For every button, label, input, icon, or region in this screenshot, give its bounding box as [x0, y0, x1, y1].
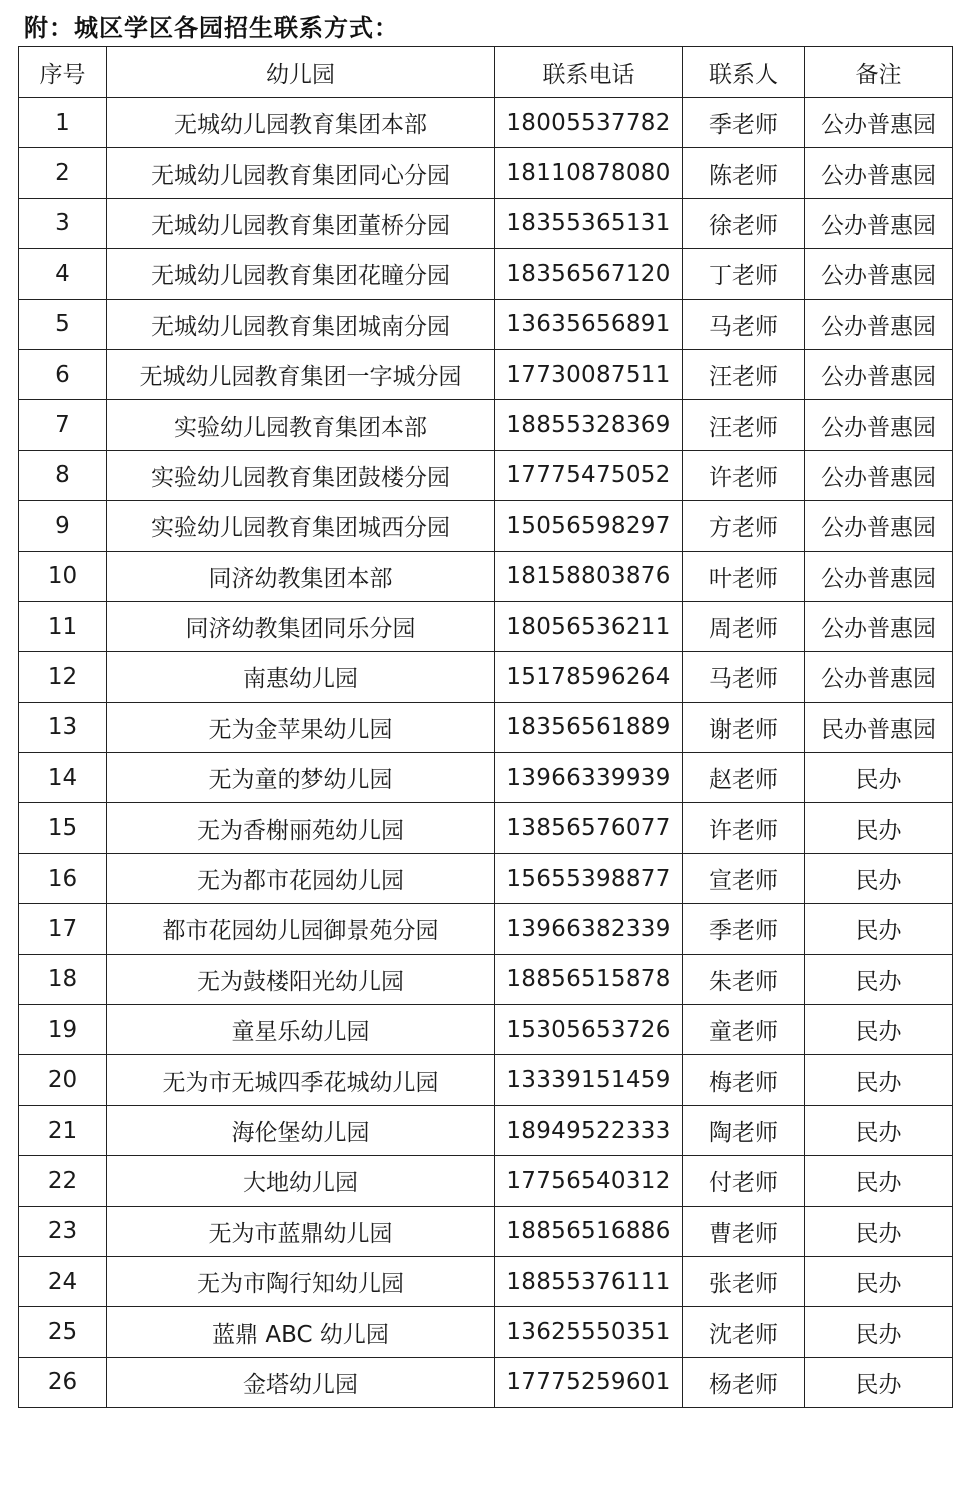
contact-phone: 18856515878	[495, 954, 683, 1004]
kindergarten-name: 无为童的梦幼儿园	[107, 753, 495, 803]
kindergarten-name: 无城幼儿园教育集团城南分园	[107, 299, 495, 349]
contact-person: 陈老师	[683, 148, 805, 198]
kindergarten-name: 大地幼儿园	[107, 1156, 495, 1206]
table-row	[19, 1055, 953, 1105]
contact-phone: 17730087511	[495, 349, 683, 399]
kindergarten-type: 公办普惠园	[805, 601, 953, 651]
row-number: 9	[19, 501, 107, 551]
kindergarten-name: 金塔幼儿园	[107, 1357, 495, 1407]
contact-person: 谢老师	[683, 702, 805, 752]
contact-phone: 15655398877	[495, 853, 683, 903]
row-number: 21	[19, 1105, 107, 1155]
row-number: 23	[19, 1206, 107, 1256]
contact-person: 赵老师	[683, 753, 805, 803]
row-number: 8	[19, 450, 107, 500]
table-header-row	[19, 47, 953, 98]
kindergarten-type: 公办普惠园	[805, 450, 953, 500]
table-row	[19, 753, 953, 803]
kindergarten-type: 公办普惠园	[805, 652, 953, 702]
row-number: 4	[19, 249, 107, 299]
row-number: 16	[19, 853, 107, 903]
table-row	[19, 1156, 953, 1206]
kindergarten-name: 童星乐幼儿园	[107, 1005, 495, 1055]
column-header-kindergarten: 幼儿园	[107, 47, 495, 98]
kindergarten-name: 无城幼儿园教育集团本部	[107, 98, 495, 148]
table-row	[19, 1256, 953, 1306]
contact-person: 许老师	[683, 450, 805, 500]
kindergarten-type: 民办	[805, 853, 953, 903]
kindergarten-name: 无为香榭丽苑幼儿园	[107, 803, 495, 853]
row-number: 12	[19, 652, 107, 702]
contact-person: 陶老师	[683, 1105, 805, 1155]
contact-phone: 18856516886	[495, 1206, 683, 1256]
kindergarten-name: 蓝鼎 ABC 幼儿园	[107, 1307, 495, 1357]
contact-phone: 18356567120	[495, 249, 683, 299]
document-heading: 附：城区学区各园招生联系方式：	[24, 14, 399, 42]
kindergarten-name: 实验幼儿园教育集团鼓楼分园	[107, 450, 495, 500]
table-row	[19, 954, 953, 1004]
table-row	[19, 198, 953, 248]
table-row	[19, 551, 953, 601]
table-row	[19, 904, 953, 954]
contact-person: 张老师	[683, 1256, 805, 1306]
kindergarten-name: 无城幼儿园教育集团同心分园	[107, 148, 495, 198]
table-row	[19, 349, 953, 399]
table-row	[19, 1105, 953, 1155]
kindergarten-name: 无为市陶行知幼儿园	[107, 1256, 495, 1306]
kindergarten-contact-table	[18, 46, 953, 1408]
kindergarten-type: 民办	[805, 904, 953, 954]
row-number: 5	[19, 299, 107, 349]
column-header-note: 备注	[805, 47, 953, 98]
contact-person: 沈老师	[683, 1307, 805, 1357]
row-number: 3	[19, 198, 107, 248]
kindergarten-type: 民办	[805, 1156, 953, 1206]
kindergarten-name: 无为市蓝鼎幼儿园	[107, 1206, 495, 1256]
kindergarten-type: 民办	[805, 753, 953, 803]
kindergarten-name: 无为金苹果幼儿园	[107, 702, 495, 752]
contact-person: 季老师	[683, 904, 805, 954]
row-number: 10	[19, 551, 107, 601]
column-header-contact: 联系人	[683, 47, 805, 98]
contact-phone: 15056598297	[495, 501, 683, 551]
contact-phone: 13635656891	[495, 299, 683, 349]
kindergarten-type: 公办普惠园	[805, 551, 953, 601]
contact-person: 汪老师	[683, 349, 805, 399]
contact-phone: 17775475052	[495, 450, 683, 500]
kindergarten-type: 民办	[805, 1055, 953, 1105]
table-row	[19, 652, 953, 702]
contact-phone: 18356561889	[495, 702, 683, 752]
contact-phone: 18949522333	[495, 1105, 683, 1155]
contact-phone: 13339151459	[495, 1055, 683, 1105]
kindergarten-name: 无城幼儿园教育集团一字城分园	[107, 349, 495, 399]
contact-person: 周老师	[683, 601, 805, 651]
row-number: 19	[19, 1005, 107, 1055]
column-header-number: 序号	[19, 47, 107, 98]
contact-person: 马老师	[683, 652, 805, 702]
table-row	[19, 1005, 953, 1055]
contact-phone: 18355365131	[495, 198, 683, 248]
table-row	[19, 803, 953, 853]
kindergarten-name: 同济幼教集团同乐分园	[107, 601, 495, 651]
table-row	[19, 601, 953, 651]
table-row	[19, 1357, 953, 1407]
column-header-phone: 联系电话	[495, 47, 683, 98]
row-number: 25	[19, 1307, 107, 1357]
row-number: 17	[19, 904, 107, 954]
kindergarten-name: 实验幼儿园教育集团城西分园	[107, 501, 495, 551]
kindergarten-type: 民办	[805, 1307, 953, 1357]
row-number: 7	[19, 400, 107, 450]
table-row	[19, 853, 953, 903]
table-row	[19, 148, 953, 198]
contact-phone: 15178596264	[495, 652, 683, 702]
contact-person: 徐老师	[683, 198, 805, 248]
kindergarten-type: 民办	[805, 803, 953, 853]
kindergarten-type: 民办	[805, 1256, 953, 1306]
table-row	[19, 400, 953, 450]
contact-person: 梅老师	[683, 1055, 805, 1105]
table-row	[19, 98, 953, 148]
row-number: 1	[19, 98, 107, 148]
kindergarten-name: 无为都市花园幼儿园	[107, 853, 495, 903]
kindergarten-type: 公办普惠园	[805, 400, 953, 450]
row-number: 26	[19, 1357, 107, 1407]
kindergarten-type: 公办普惠园	[805, 249, 953, 299]
kindergarten-type: 民办普惠园	[805, 702, 953, 752]
kindergarten-name: 南惠幼儿园	[107, 652, 495, 702]
kindergarten-type: 公办普惠园	[805, 98, 953, 148]
table-row	[19, 299, 953, 349]
row-number: 15	[19, 803, 107, 853]
kindergarten-name: 同济幼教集团本部	[107, 551, 495, 601]
row-number: 20	[19, 1055, 107, 1105]
row-number: 2	[19, 148, 107, 198]
contact-person: 宣老师	[683, 853, 805, 903]
kindergarten-name: 都市花园幼儿园御景苑分园	[107, 904, 495, 954]
kindergarten-name: 实验幼儿园教育集团本部	[107, 400, 495, 450]
contact-phone: 13966339939	[495, 753, 683, 803]
contact-phone: 18855376111	[495, 1256, 683, 1306]
contact-phone: 18056536211	[495, 601, 683, 651]
contact-person: 杨老师	[683, 1357, 805, 1407]
contact-phone: 18855328369	[495, 400, 683, 450]
table-row	[19, 249, 953, 299]
kindergarten-type: 民办	[805, 1005, 953, 1055]
contact-person: 方老师	[683, 501, 805, 551]
table-row	[19, 450, 953, 500]
row-number: 11	[19, 601, 107, 651]
kindergarten-type: 民办	[805, 1206, 953, 1256]
contact-phone: 13856576077	[495, 803, 683, 853]
table-body	[19, 98, 953, 1408]
kindergarten-type: 公办普惠园	[805, 148, 953, 198]
kindergarten-type: 民办	[805, 954, 953, 1004]
kindergarten-type: 公办普惠园	[805, 349, 953, 399]
row-number: 14	[19, 753, 107, 803]
kindergarten-name: 无城幼儿园教育集团董桥分园	[107, 198, 495, 248]
contact-phone: 13966382339	[495, 904, 683, 954]
contact-person: 朱老师	[683, 954, 805, 1004]
kindergarten-type: 民办	[805, 1357, 953, 1407]
contact-phone: 17756540312	[495, 1156, 683, 1206]
contact-phone: 18158803876	[495, 551, 683, 601]
contact-phone: 18005537782	[495, 98, 683, 148]
contact-phone: 18110878080	[495, 148, 683, 198]
contact-phone: 13625550351	[495, 1307, 683, 1357]
contact-person: 付老师	[683, 1156, 805, 1206]
kindergarten-name: 无为鼓楼阳光幼儿园	[107, 954, 495, 1004]
contact-phone: 15305653726	[495, 1005, 683, 1055]
row-number: 13	[19, 702, 107, 752]
contact-person: 汪老师	[683, 400, 805, 450]
kindergarten-type: 公办普惠园	[805, 299, 953, 349]
row-number: 22	[19, 1156, 107, 1206]
row-number: 6	[19, 349, 107, 399]
table-row	[19, 702, 953, 752]
kindergarten-type: 民办	[805, 1105, 953, 1155]
contact-person: 马老师	[683, 299, 805, 349]
table-row	[19, 501, 953, 551]
contact-person: 丁老师	[683, 249, 805, 299]
contact-person: 叶老师	[683, 551, 805, 601]
contact-person: 许老师	[683, 803, 805, 853]
kindergarten-name: 无城幼儿园教育集团花瞳分园	[107, 249, 495, 299]
row-number: 18	[19, 954, 107, 1004]
contact-person: 曹老师	[683, 1206, 805, 1256]
contact-person: 季老师	[683, 98, 805, 148]
table-row	[19, 1307, 953, 1357]
kindergarten-name: 无为市无城四季花城幼儿园	[107, 1055, 495, 1105]
row-number: 24	[19, 1256, 107, 1306]
contact-person: 童老师	[683, 1005, 805, 1055]
table-row	[19, 1206, 953, 1256]
kindergarten-name: 海伦堡幼儿园	[107, 1105, 495, 1155]
contact-phone: 17775259601	[495, 1357, 683, 1407]
kindergarten-type: 公办普惠园	[805, 198, 953, 248]
kindergarten-type: 公办普惠园	[805, 501, 953, 551]
